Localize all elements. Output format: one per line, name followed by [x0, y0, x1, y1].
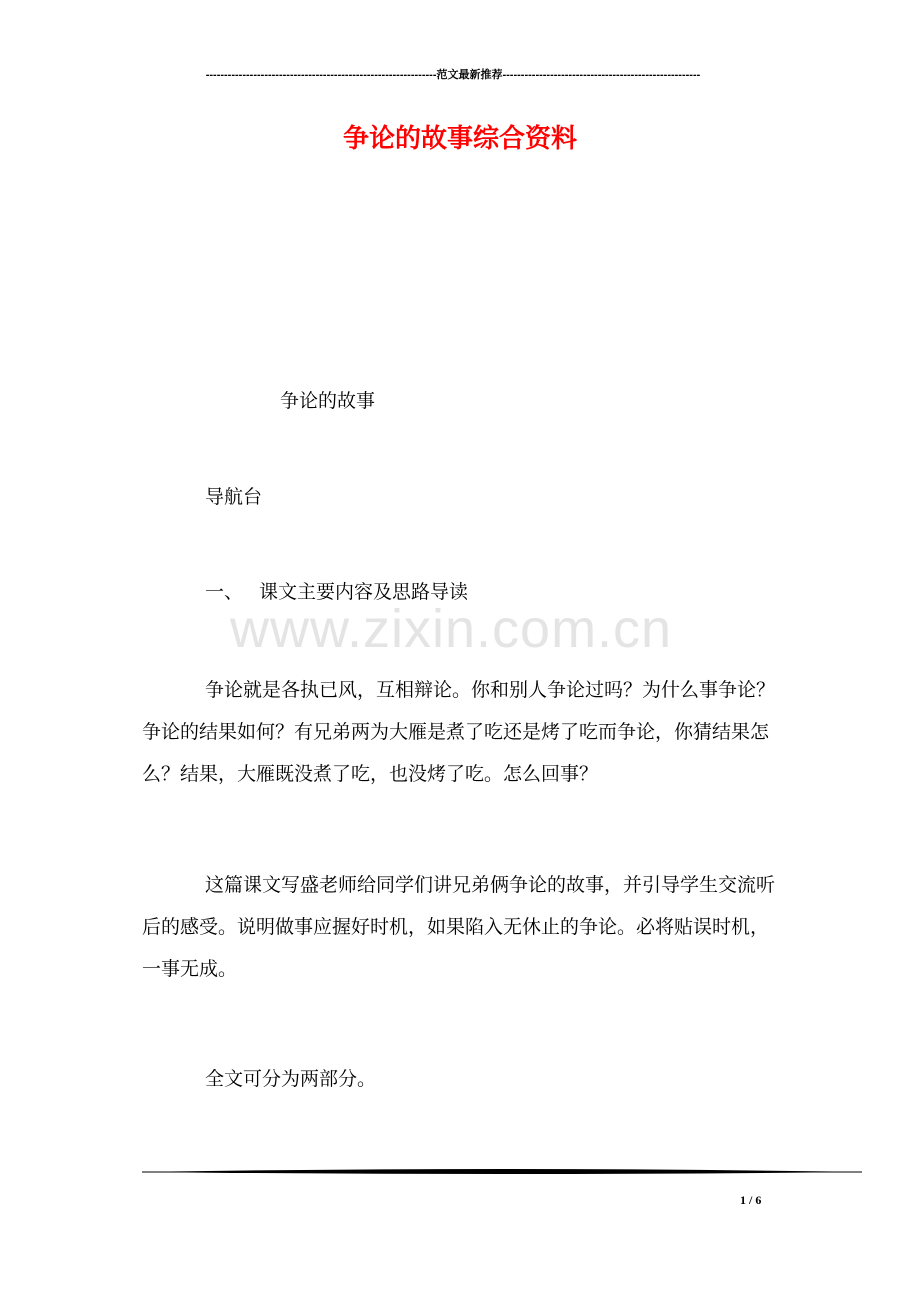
watermark: www.zixin.com.cn: [230, 599, 673, 659]
page-number: 1 / 6: [740, 1193, 762, 1207]
section-navigation-label: 导航台: [205, 486, 263, 508]
section-heading: [205, 571, 468, 613]
section-heading-text: 课文主要内容及思路导读: [259, 581, 469, 603]
subtitle: 争论的故事: [280, 390, 376, 412]
paragraph-structure: 全文可分为两部分。: [205, 1068, 377, 1090]
paragraph-intro: 争论就是各执已风，互相辩论。你和别人争论过吗？为什么事争论？争论的结果如何？有兄弟两为大雁是煮了吃还是烤了吃而争论，你猜结果怎么？结果，大雁既没煮了吃，也没烤了吃。怎么回事？: [142, 679, 776, 785]
document-title: 争论的故事综合资料: [342, 124, 577, 154]
header-dashed-line: ---------------------------------------------------------------范文最新推荐------------------------------------------------------: [205, 69, 701, 81]
footer-rule: [142, 1164, 862, 1180]
paragraph-summary: 这篇课文写盛老师给同学们讲兄弟俩争论的故事，并引导学生交流听后的感受。说明做事应握好时机，如果陷入无休止的争论。必将贴误时机，一事无成。: [142, 874, 776, 980]
section-heading-number: 一、: [205, 581, 244, 603]
